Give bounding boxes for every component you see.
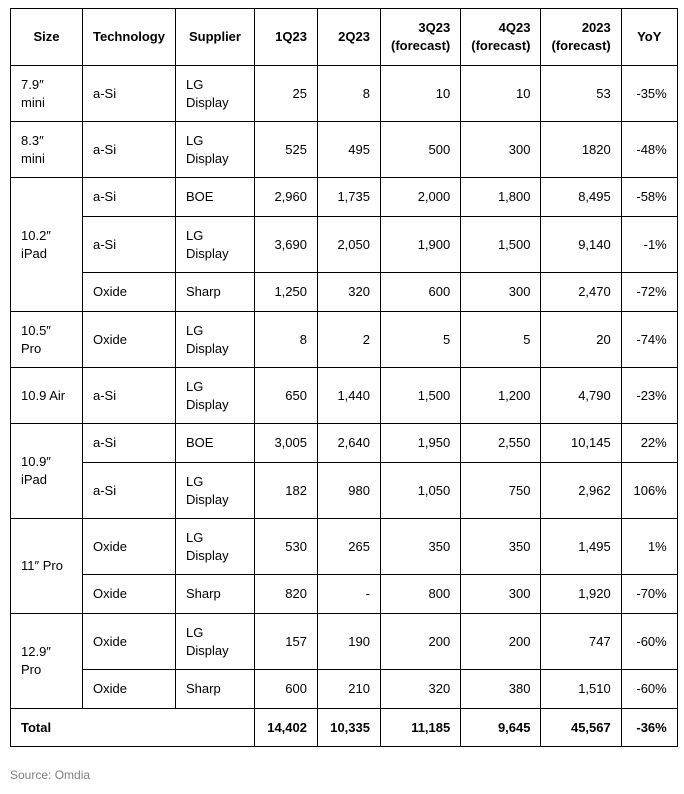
header-technology [83, 9, 176, 66]
q2-cell: - [317, 575, 380, 614]
q1-cell: 650 [254, 368, 317, 424]
cell-line: LG [185, 132, 204, 148]
y2023-cell: 2,962 [541, 463, 621, 519]
cell-line: Display [185, 396, 229, 412]
table-row [11, 178, 678, 217]
supplier-cell [175, 614, 254, 670]
cell-line: LG [185, 624, 204, 640]
technology-cell: Oxide [83, 614, 176, 670]
technology-cell: a-Si [83, 463, 176, 519]
q1-cell: 2,960 [254, 178, 317, 217]
yoy-cell: 1% [621, 519, 677, 575]
size-cell [11, 312, 83, 368]
q2-cell: 265 [317, 519, 380, 575]
q4-cell: 1,200 [461, 368, 541, 424]
q3-cell: 350 [380, 519, 460, 575]
supplier-cell [175, 66, 254, 122]
technology-cell: a-Si [83, 424, 176, 463]
technology-cell: Oxide [83, 519, 176, 575]
q1-cell: 600 [254, 670, 317, 709]
yoy-cell: -70% [621, 575, 677, 614]
table-row [11, 368, 678, 424]
header-q3 [380, 9, 460, 66]
q2-cell: 1,735 [317, 178, 380, 217]
size-cell [11, 614, 83, 709]
technology-cell: a-Si [83, 217, 176, 273]
yoy-cell: -58% [621, 178, 677, 217]
header-q1 [254, 9, 317, 66]
header-sublabel: (forecast) [471, 38, 531, 53]
header-label: Supplier [188, 29, 241, 44]
q3-cell: 1,900 [380, 217, 460, 273]
total-label: Total [11, 709, 255, 747]
yoy-cell: 22% [621, 424, 677, 463]
table-row [11, 424, 678, 463]
header-label: 2Q23 [338, 29, 370, 44]
q4-cell: 300 [461, 575, 541, 614]
total-q4-cell: 9,645 [461, 709, 541, 747]
header-label: 1Q23 [275, 29, 307, 44]
q2-cell: 2,050 [317, 217, 380, 273]
header-sublabel: (forecast) [390, 38, 451, 53]
table-row [11, 614, 678, 670]
q4-cell: 10 [461, 66, 541, 122]
q4-cell: 2,550 [461, 424, 541, 463]
supplier-cell [175, 519, 254, 575]
header-size [11, 9, 83, 66]
q2-cell: 2,640 [317, 424, 380, 463]
q2-cell: 210 [317, 670, 380, 709]
q3-cell: 2,000 [380, 178, 460, 217]
q4-cell: 300 [461, 122, 541, 178]
technology-cell: Oxide [83, 312, 176, 368]
table-row [11, 66, 678, 122]
cell-line: 8.3″ [21, 132, 44, 148]
cell-line: 12.9″ [21, 644, 51, 659]
y2023-cell: 9,140 [541, 217, 621, 273]
q3-cell: 1,500 [380, 368, 460, 424]
header-row [11, 9, 678, 66]
q2-cell: 2 [317, 312, 380, 368]
header-q2 [317, 9, 380, 66]
q3-cell: 1,050 [380, 463, 460, 519]
technology-cell: Oxide [83, 575, 176, 614]
cell-line: 10.5″ [21, 322, 51, 338]
supplier-cell [175, 122, 254, 178]
cell-line: LG [185, 227, 204, 243]
q1-cell: 530 [254, 519, 317, 575]
header-label: 4Q23 [498, 20, 531, 35]
q3-cell: 1,950 [380, 424, 460, 463]
table-row [11, 463, 678, 519]
yoy-cell: -1% [621, 217, 677, 273]
supplier-cell [175, 273, 254, 312]
q1-cell: 3,005 [254, 424, 317, 463]
q1-cell: 25 [254, 66, 317, 122]
cell-line: iPad [21, 472, 48, 487]
q3-cell: 600 [380, 273, 460, 312]
header-yoy [621, 9, 677, 66]
yoy-cell: -60% [621, 614, 677, 670]
shipments-table [10, 8, 678, 747]
cell-line: Display [185, 491, 229, 507]
y2023-cell: 4,790 [541, 368, 621, 424]
q1-cell: 157 [254, 614, 317, 670]
technology-cell: Oxide [83, 273, 176, 312]
cell-line: BOE [185, 189, 214, 204]
q2-cell: 320 [317, 273, 380, 312]
yoy-cell: -35% [621, 66, 677, 122]
q3-cell: 10 [380, 66, 460, 122]
cell-line: LG [185, 378, 204, 394]
table-row [11, 312, 678, 368]
cell-line: Sharp [185, 586, 221, 601]
cell-line: Pro [21, 340, 42, 356]
yoy-cell: -72% [621, 273, 677, 312]
q2-cell: 8 [317, 66, 380, 122]
header-label: YoY [637, 29, 662, 44]
q3-cell: 5 [380, 312, 460, 368]
total-row [11, 709, 678, 747]
y2023-cell: 2,470 [541, 273, 621, 312]
q2-cell: 980 [317, 463, 380, 519]
table-row [11, 670, 678, 709]
total-yoy-cell: -36% [621, 709, 677, 747]
cell-line: LG [185, 76, 204, 92]
technology-cell: a-Si [83, 178, 176, 217]
cell-line: 11″ Pro [21, 558, 63, 573]
q4-cell: 380 [461, 670, 541, 709]
supplier-cell [175, 670, 254, 709]
q1-cell: 1,250 [254, 273, 317, 312]
header-label: 2023 [581, 20, 611, 35]
header-y2023 [541, 9, 621, 66]
technology-cell: Oxide [83, 670, 176, 709]
total-q2-cell: 10,335 [317, 709, 380, 747]
supplier-cell [175, 368, 254, 424]
technology-cell: a-Si [83, 66, 176, 122]
cell-line: LG [185, 529, 204, 545]
q1-cell: 820 [254, 575, 317, 614]
supplier-cell [175, 575, 254, 614]
technology-cell: a-Si [83, 368, 176, 424]
y2023-cell: 1,495 [541, 519, 621, 575]
size-cell [11, 519, 83, 614]
q3-cell: 320 [380, 670, 460, 709]
supplier-cell [175, 217, 254, 273]
yoy-cell: -48% [621, 122, 677, 178]
q1-cell: 525 [254, 122, 317, 178]
table-row [11, 122, 678, 178]
q1-cell: 182 [254, 463, 317, 519]
size-cell [11, 424, 83, 519]
cell-line: Display [185, 642, 229, 658]
table-row [11, 575, 678, 614]
technology-cell: a-Si [83, 122, 176, 178]
y2023-cell: 1,510 [541, 670, 621, 709]
q1-cell: 3,690 [254, 217, 317, 273]
yoy-cell: -74% [621, 312, 677, 368]
y2023-cell: 53 [541, 66, 621, 122]
table-row [11, 217, 678, 273]
table-row [11, 519, 678, 575]
cell-line: BOE [185, 435, 214, 450]
header-label: 3Q23 [418, 20, 451, 35]
cell-line: 7.9″ [21, 76, 44, 92]
y2023-cell: 1820 [541, 122, 621, 178]
supplier-cell [175, 312, 254, 368]
cell-line: 10.2″ [21, 227, 51, 243]
q3-cell: 800 [380, 575, 460, 614]
cell-line: Sharp [185, 284, 221, 299]
cell-line: Display [185, 150, 229, 166]
cell-line: LG [185, 322, 204, 338]
total-y2023-cell: 45,567 [541, 709, 621, 747]
total-q3-cell: 11,185 [380, 709, 460, 747]
header-q4 [461, 9, 541, 66]
header-label: Technology [93, 29, 165, 44]
header-label: Size [33, 29, 60, 44]
cell-line: Pro [21, 662, 42, 677]
header-supplier [175, 9, 254, 66]
table-row [11, 273, 678, 312]
y2023-cell: 20 [541, 312, 621, 368]
q4-cell: 1,800 [461, 178, 541, 217]
size-cell [11, 178, 83, 312]
y2023-cell: 1,920 [541, 575, 621, 614]
size-cell [11, 368, 83, 424]
size-cell [11, 66, 83, 122]
cell-line: 10.9″ [21, 454, 51, 469]
cell-line: 10.9 Air [21, 387, 66, 403]
total-q1-cell: 14,402 [254, 709, 317, 747]
q1-cell: 8 [254, 312, 317, 368]
q2-cell: 1,440 [317, 368, 380, 424]
supplier-cell [175, 463, 254, 519]
q4-cell: 300 [461, 273, 541, 312]
source-note: Source: Omdia [10, 768, 91, 782]
cell-line: iPad [21, 245, 48, 261]
q4-cell: 750 [461, 463, 541, 519]
q3-cell: 500 [380, 122, 460, 178]
supplier-cell [175, 424, 254, 463]
q4-cell: 1,500 [461, 217, 541, 273]
cell-line: LG [185, 473, 204, 489]
q4-cell: 5 [461, 312, 541, 368]
q2-cell: 495 [317, 122, 380, 178]
cell-line: mini [21, 94, 45, 110]
header-sublabel: (forecast) [551, 38, 611, 53]
q4-cell: 350 [461, 519, 541, 575]
y2023-cell: 8,495 [541, 178, 621, 217]
size-cell [11, 122, 83, 178]
q2-cell: 190 [317, 614, 380, 670]
supplier-cell [175, 178, 254, 217]
cell-line: mini [21, 150, 45, 166]
q4-cell: 200 [461, 614, 541, 670]
cell-line: Display [185, 547, 229, 563]
cell-line: Display [185, 94, 229, 110]
cell-line: Sharp [185, 681, 221, 696]
q3-cell: 200 [380, 614, 460, 670]
cell-line: Display [185, 245, 229, 261]
cell-line: Display [185, 340, 229, 356]
yoy-cell: 106% [621, 463, 677, 519]
y2023-cell: 10,145 [541, 424, 621, 463]
yoy-cell: -23% [621, 368, 677, 424]
y2023-cell: 747 [541, 614, 621, 670]
yoy-cell: -60% [621, 670, 677, 709]
table-body [11, 66, 678, 747]
